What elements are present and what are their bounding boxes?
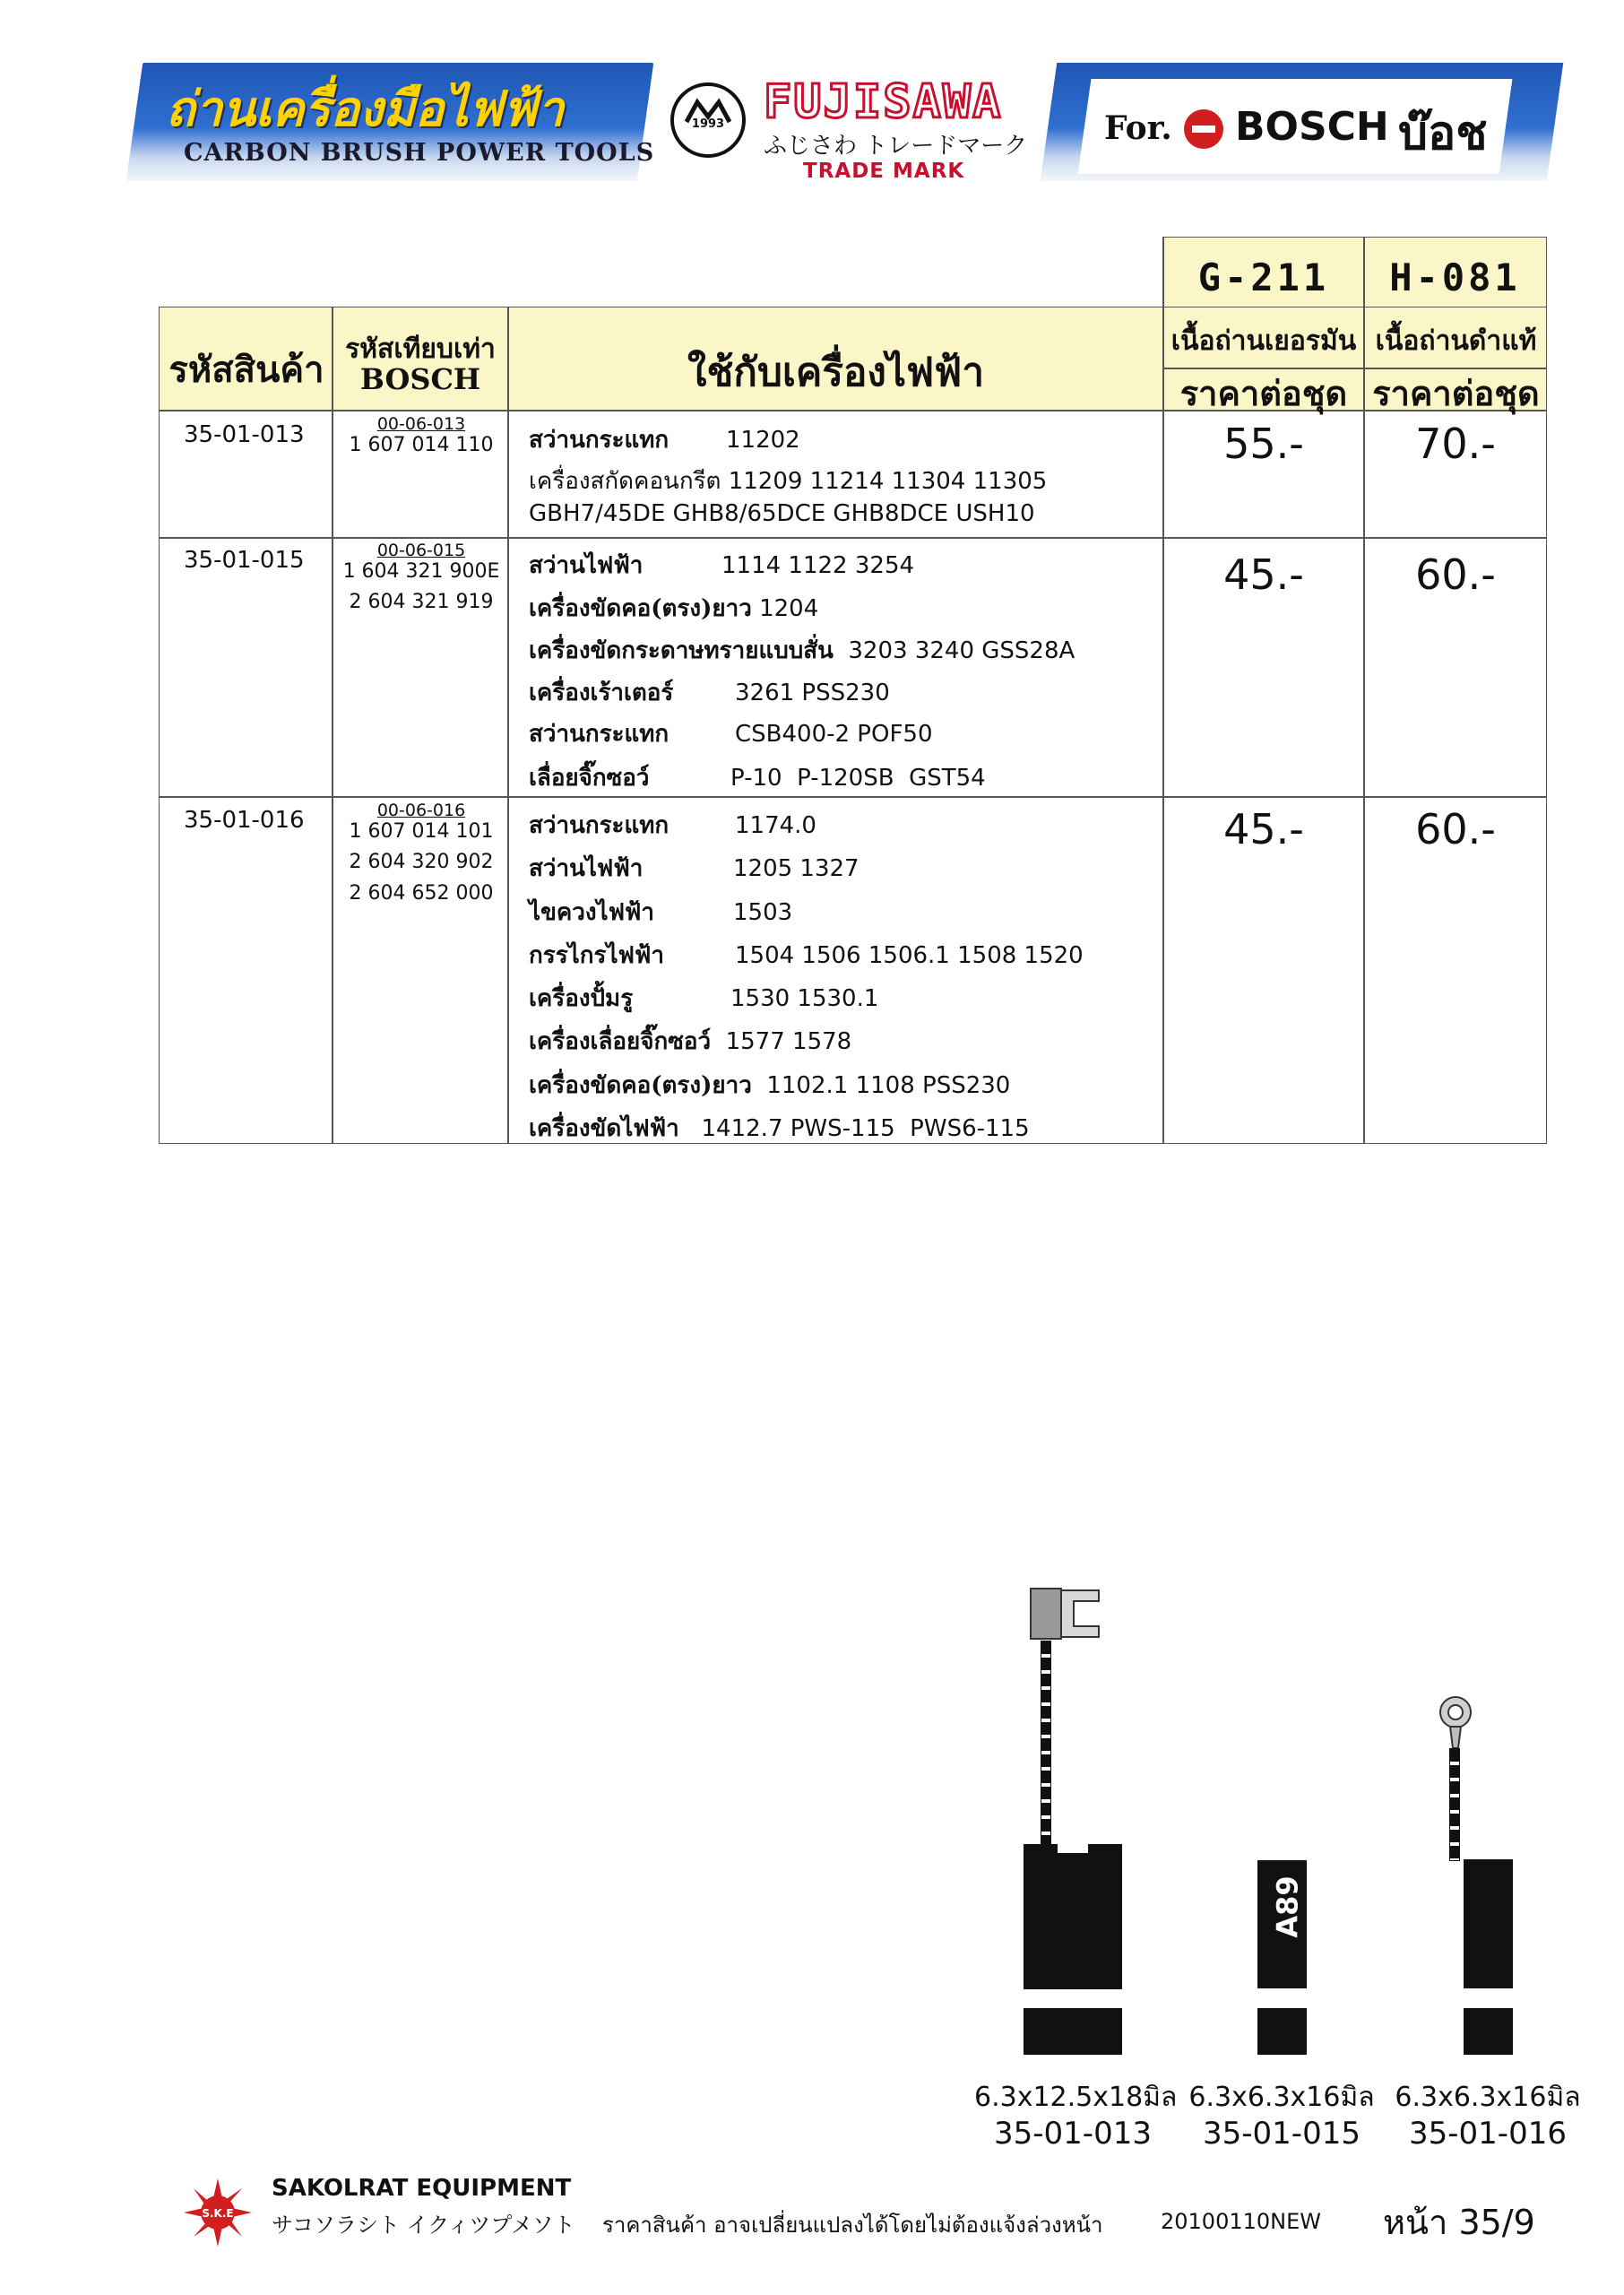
app-line [529,1067,1010,1104]
brush-016-end-view [1464,2008,1513,2055]
header-sku: รหัสสินค้า [168,349,324,391]
header-xref: รหัสเทียบเท่า [345,333,496,365]
xref-ref-code: 00-06-013 [376,414,466,434]
price-h081: 60.- [1415,805,1496,853]
app-models: เครื่องสกัดคอนกรีต 11209 11214 11304 11305 [529,468,1048,495]
app-line [529,547,914,584]
app-tool-name: สว่านกระแทก [529,812,669,839]
app-models: P-10 P-120SB GST54 [730,765,986,792]
page-subtitle: CARBON BRUSH POWER TOOLS [184,139,655,167]
brush-016-shunt-wire [1449,1748,1460,1861]
app-models: GBH7/45DE GHB8/65DCE GHB8DCE USH10 [529,500,1035,527]
app-models: 1412.7 PWS-115 PWS6-115 [701,1115,1030,1142]
app-line [529,590,818,627]
price-g211: 45.- [1223,550,1304,599]
app-tool-name: กรรไกรไฟฟ้า [529,942,664,969]
page-number: หน้า 35/9 [1383,2203,1535,2242]
company-name: SAKOLRAT EQUIPMENT [272,2175,572,2202]
app-tool-name: สว่านกระแทก [529,427,669,454]
app-line [529,894,792,931]
brand-name-jp: ふじさわ トレードマーク [764,133,1028,160]
xref-part-number: 2 604 321 919 [349,591,494,613]
app-tool-name: เครื่องเลื่อยจิ๊กซอว์ [529,1028,712,1055]
app-models: 1174.0 [735,812,816,839]
header-application: ใช้กับเครื่องไฟฟ้า [687,350,985,395]
brush-013-terminal-icon [1029,1587,1102,1646]
app-models: 3203 3240 GSS28A [848,637,1075,664]
brush-015-size: 6.3x6.3x16มิล [1188,2082,1375,2113]
price-g211: 45.- [1223,805,1304,853]
bosch-logo-icon [1184,109,1223,149]
xref-ref-code: 00-06-015 [376,541,466,560]
app-line [529,807,816,844]
row-sku: 35-01-013 [184,421,305,448]
xref-part-number: 1 607 014 101 [349,820,494,843]
header-unit-g211: ราคาต่อชุด [1179,373,1348,413]
brush-016-ring-terminal-icon [1436,1694,1475,1754]
brush-013-code: 35-01-013 [994,2116,1152,2152]
app-models: CSB400-2 POF50 [735,721,933,748]
price-code-g211: G-211 [1197,255,1330,299]
brush-015-code: 35-01-015 [1203,2116,1361,2152]
for-label: For. [1104,109,1172,147]
app-tool-name: สว่านไฟฟ้า [529,855,644,882]
app-tool-name: ไขควงไฟฟ้า [529,899,655,926]
xref-part-number: 1 604 321 900E [342,560,500,583]
price-g211: 55.- [1223,420,1304,468]
header-xref-brand: BOSCH [359,362,481,396]
ske-logo-icon [184,2178,252,2247]
brush-016-code: 35-01-016 [1409,2116,1567,2152]
app-line [529,980,878,1017]
header-material-g211: เนื้อถ่านเยอรมัน [1170,325,1357,357]
xref-part-number: 2 604 652 000 [349,882,494,905]
app-line [529,1023,851,1060]
app-models: 1205 1327 [733,855,860,882]
table-col-divider [332,307,333,1144]
brush-013-side-view [1024,1844,1122,1989]
logo-year: 1993 [691,117,725,131]
app-models: 1114 1122 3254 [721,552,915,579]
app-models: 1504 1506 1506.1 1508 1520 [735,942,1084,969]
app-line [529,500,1035,527]
company-name-jp: サコソラシト イクィツプメソト [272,2213,575,2238]
app-models: 3261 PSS230 [735,680,890,706]
row-xref [336,414,506,456]
row-sku: 35-01-016 [184,807,305,834]
app-line [529,937,1084,974]
brush-015-end-view [1257,2008,1307,2055]
table-row-divider [159,537,1547,539]
header-material-h081: เนื้อถ่านดำแท้ [1375,325,1537,357]
app-tool-name: เครื่องปั้มรู [529,985,634,1012]
xref-part-number: 2 604 320 902 [349,851,494,873]
brush-013-notch [1058,1844,1088,1853]
xref-ref-code: 00-06-016 [376,801,466,820]
app-tool-name: เครื่องขัดกระดาษทรายแบบสั่น [529,637,834,664]
target-brand-thai: บ๊อช [1398,106,1488,160]
target-brand: BOSCH [1235,104,1389,150]
price-h081: 70.- [1415,420,1496,468]
header-unit-h081: ราคาต่อชุด [1372,373,1540,413]
app-models: 1530 1530.1 [730,985,879,1012]
app-line [529,759,986,796]
brush-015-stamp: A89 [1270,1875,1305,1938]
app-line [529,463,1047,499]
app-line [529,850,860,887]
app-line [529,715,933,752]
app-tool-name: สว่านกระแทก [529,721,669,748]
app-models: 11202 [726,427,800,454]
app-models: 1503 [733,899,793,926]
table-row-divider [159,796,1547,798]
table-col-divider [507,307,509,1144]
price-code-h081: H-081 [1389,255,1521,299]
row-sku: 35-01-015 [184,547,305,574]
app-tool-name: สว่านไฟฟ้า [529,552,644,579]
page-title: ถ่านเครื่องมือไฟฟ้า [166,80,565,137]
brush-016-side-view [1464,1859,1513,1988]
price-h081: 60.- [1415,550,1496,599]
brush-013-size: 6.3x12.5x18มิล [974,2082,1178,2113]
xref-part-number: 1 607 014 110 [349,434,494,456]
app-tool-name: เลื่อยจิ๊กซอว์ [529,765,650,792]
app-line [529,674,890,711]
row-xref [336,541,506,622]
app-models: 1577 1578 [725,1028,852,1055]
app-line [529,632,1075,669]
brand-name: FUJISAWA [764,75,1003,129]
row-xref [336,801,506,905]
app-tool-name: เครื่องขัดคอ(ตรง)ยาว [529,1072,752,1099]
app-tool-name: เครื่องขัดคอ(ตรง)ยาว [529,595,752,622]
app-tool-name: เครื่องขัดไฟฟ้า [529,1115,679,1142]
brush-016-size: 6.3x6.3x16มิล [1395,2082,1581,2113]
price-notice: ราคาสินค้า อาจเปลี่ยนแปลงได้โดยไม่ต้องแจ้งล่วงหน้า [602,2213,1103,2238]
edition-code: 20100110NEW [1161,2209,1322,2234]
app-line [529,1110,1030,1147]
trade-mark-label: TRADE MARK [803,160,965,183]
app-tool-name: เครื่องเร้าเตอร์ [529,680,674,706]
app-models: 1204 [759,595,819,622]
svg-text:S.K.E: S.K.E [202,2207,234,2220]
brush-013-end-view [1024,2008,1122,2055]
app-line [529,421,800,458]
app-models: 1102.1 1108 PSS230 [766,1072,1011,1099]
brush-013-shunt-wire [1041,1641,1051,1850]
